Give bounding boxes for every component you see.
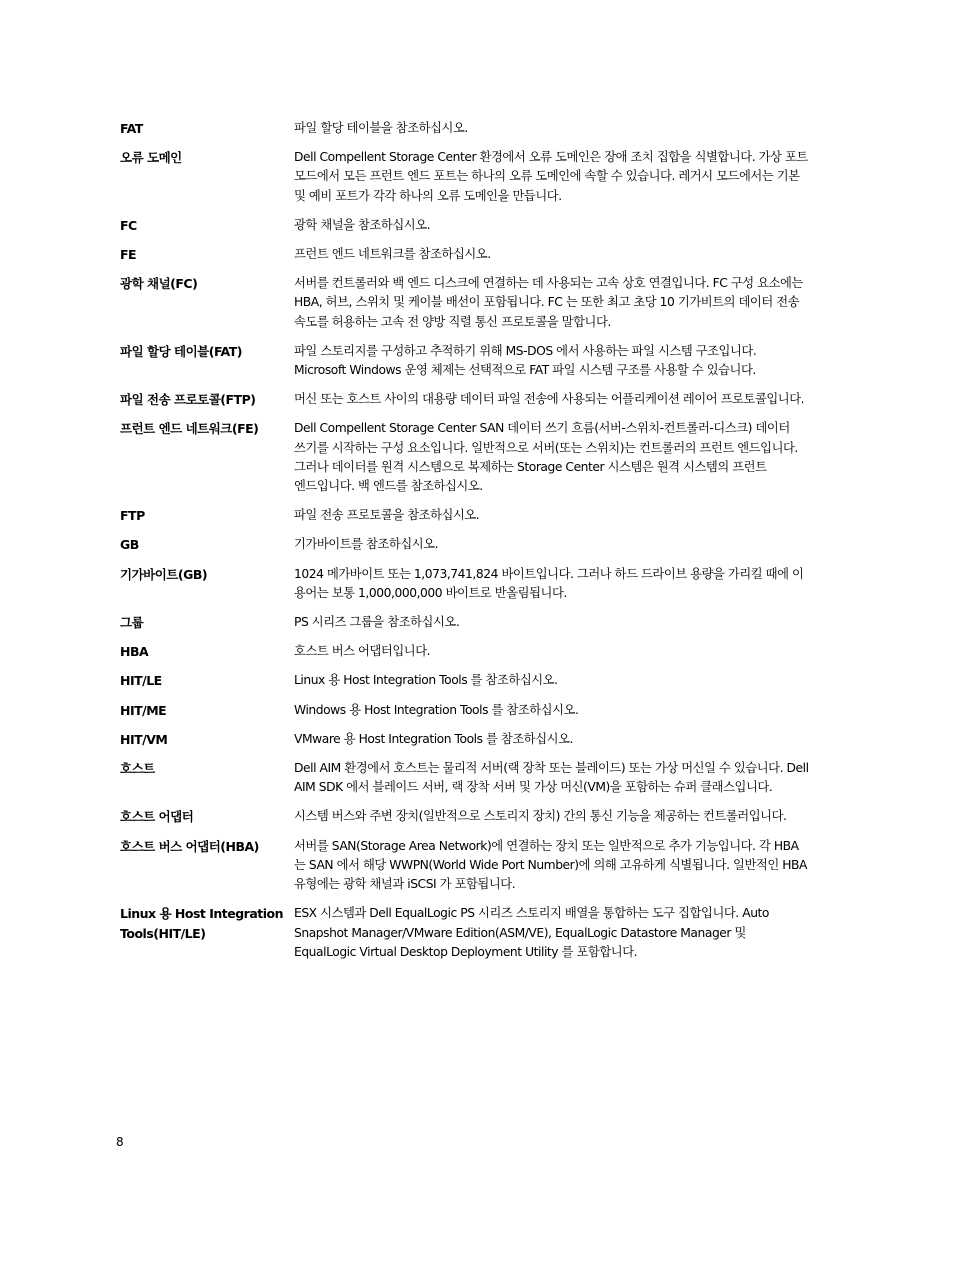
glossary-entry-fault-domain <box>120 148 810 206</box>
glossary-term: FC <box>120 217 137 233</box>
glossary-term: 그룹 <box>120 615 144 631</box>
glossary-definition: 광학 채널을 참조하십시오. <box>294 217 431 232</box>
glossary-entry-fibre-channel <box>120 274 810 332</box>
glossary-term: HIT/VM <box>120 731 168 747</box>
glossary-term: FTP <box>120 508 145 524</box>
glossary-entry-fat <box>120 119 810 138</box>
glossary-term: 광학 채널(FC) <box>120 276 198 292</box>
glossary-definition: ESX 시스템과 Dell EqualLogic PS 시리즈 스토리지 배열을 통합하는 도구 집합입니다. Auto Snapshot Manager/VMware Edition(ASM/VE), EqualLogic Datastore Manager 및 EqualLogic Virtual Desktop Deployment Utility 를 포함합니다. <box>294 906 769 959</box>
glossary-term: 호스트 어댑터 <box>120 809 194 825</box>
glossary-term: 프런트 엔드 네트워크(FE) <box>120 421 259 437</box>
glossary-definition: Windows 용 Host Integration Tools 를 참조하십시오. <box>294 702 579 717</box>
glossary-definition: 1024 메가바이트 또는 1,073,741,824 바이트입니다. 그러나 하드 드라이브 용량을 가리킬 때에 이 용어는 보통 1,000,000,000 바이트로 반올림됩니다. <box>294 566 804 600</box>
glossary-definition: Dell Compellent Storage Center 환경에서 오류 도메인은 장애 조치 집합을 식별합니다. 가상 포트 모드에서 모든 프런트 엔드 포트는 하나의 오류 도메인에 속할 수 있습니다. 레거시 모드에서는 기본 및 예비 포트가 각각 하나의 오류 도메인을 만듭니다. <box>294 150 808 203</box>
glossary-term: HBA <box>120 644 149 660</box>
glossary-term: HIT/ME <box>120 702 167 718</box>
glossary-entry-front-end-network <box>120 419 810 496</box>
glossary-entry-hba <box>120 642 810 661</box>
glossary-definition: 서버를 컨트롤러와 백 엔드 디스크에 연결하는 데 사용되는 고속 상호 연결입니다. FC 구성 요소에는 HBA, 허브, 스위치 및 케이블 배선이 포함됩니다. FC 는 또한 최고 초당 10 기가비트의 데이터 전송 속도를 허용하는 고속 전 양방 직렬 통신 프로토콜을 말합니다. <box>294 276 803 329</box>
glossary-entry-hit-me <box>120 701 810 720</box>
glossary-term: Linux 용 Host Integration Tools(HIT/LE) <box>120 906 284 941</box>
glossary-entry-fe <box>120 245 810 264</box>
glossary-list <box>120 119 810 972</box>
glossary-entry-file-transfer-protocol <box>120 390 810 409</box>
glossary-term: 기가바이트(GB) <box>120 566 208 582</box>
glossary-definition: 머신 또는 호스트 사이의 대용량 데이터 파일 전송에 사용되는 어플리케이션 레이어 프로토콜입니다. <box>294 392 805 407</box>
glossary-definition: 파일 전송 프로토콜을 참조하십시오. <box>294 508 480 523</box>
glossary-entry-gigabyte <box>120 565 810 603</box>
glossary-definition: PS 시리즈 그룹을 참조하십시오. <box>294 615 460 630</box>
glossary-entry-host-adapter <box>120 807 810 826</box>
glossary-definition: Dell Compellent Storage Center SAN 데이터 쓰기 흐름(서버-스위치-컨트롤러-디스크) 데이터 쓰기를 시작하는 구성 요소입니다. 일반적으로 서버(또는 스위치)는 컨트롤러의 프런트 엔드입니다. 그러나 데이터를 원격 시스템으로 복제하는 Storage Center 시스템은 원격 시스템의 프런트 엔드입니다. 백 엔드를 참조하십시오. <box>294 421 798 494</box>
page-number: 8 <box>116 1135 124 1149</box>
glossary-entry-fc <box>120 216 810 235</box>
glossary-term: FE <box>120 247 137 263</box>
glossary-entry-group <box>120 613 810 632</box>
glossary-term: 호스트 <box>120 761 155 777</box>
glossary-entry-file-allocation-table <box>120 342 810 380</box>
glossary-term: 파일 전송 프로토콜(FTP) <box>120 392 256 408</box>
glossary-definition: 시스템 버스와 주변 장치(일반적으로 스토리지 장치) 간의 통신 기능을 제공하는 컨트롤러입니다. <box>294 809 787 824</box>
glossary-term: HIT/LE <box>120 673 162 689</box>
glossary-term: GB <box>120 537 139 553</box>
glossary-term: 호스트 버스 어댑터(HBA) <box>120 838 259 854</box>
glossary-definition: 기가바이트를 참조하십시오. <box>294 537 439 552</box>
glossary-definition: 파일 할당 테이블을 참조하십시오. <box>294 121 468 135</box>
glossary-definition: 서버를 SAN(Storage Area Network)에 연결하는 장치 또는 일반적으로 추가 기능입니다. 각 HBA 는 SAN 에서 해당 WWPN(World Wide Port Number)에 의해 고유하게 식별됩니다. 일반적인 HBA 유형에는 광학 채널과 iSCSI 가 포함됩니다. <box>294 838 807 892</box>
glossary-definition: 프런트 엔드 네트워크를 참조하십시오. <box>294 247 491 262</box>
glossary-term: FAT <box>120 121 143 136</box>
glossary-term: 파일 할당 테이블(FAT) <box>120 343 242 359</box>
glossary-definition: 호스트 버스 어댑터입니다. <box>294 644 431 659</box>
glossary-entry-gb <box>120 535 810 554</box>
glossary-entry-hit-linux <box>120 904 810 962</box>
glossary-entry-hit-le <box>120 671 810 690</box>
glossary-entry-ftp <box>120 506 810 525</box>
glossary-definition: 파일 스토리지를 구성하고 추적하기 위해 MS-DOS 에서 사용하는 파일 시스템 구조입니다. Microsoft Windows 운영 체제는 선택적으로 FAT 파일 시스템 구조를 사용할 수 있습니다. <box>294 343 757 378</box>
glossary-entry-hit-vm <box>120 730 810 749</box>
glossary-term: 오류 도메인 <box>120 150 182 166</box>
glossary-entry-host-bus-adapter <box>120 837 810 895</box>
glossary-definition: Linux 용 Host Integration Tools 를 참조하십시오. <box>294 673 558 688</box>
glossary-definition: Dell AIM 환경에서 호스트는 물리적 서버(랙 장착 또는 블레이드) 또는 가상 머신일 수 있습니다. Dell AIM SDK 에서 블레이드 서버, 랙 장착 서버 및 가상 머신(VM)을 포함하는 슈퍼 클래스입니다. <box>294 761 809 795</box>
glossary-entry-host <box>120 759 810 797</box>
glossary-definition: VMware 용 Host Integration Tools 를 참조하십시오. <box>294 731 573 746</box>
